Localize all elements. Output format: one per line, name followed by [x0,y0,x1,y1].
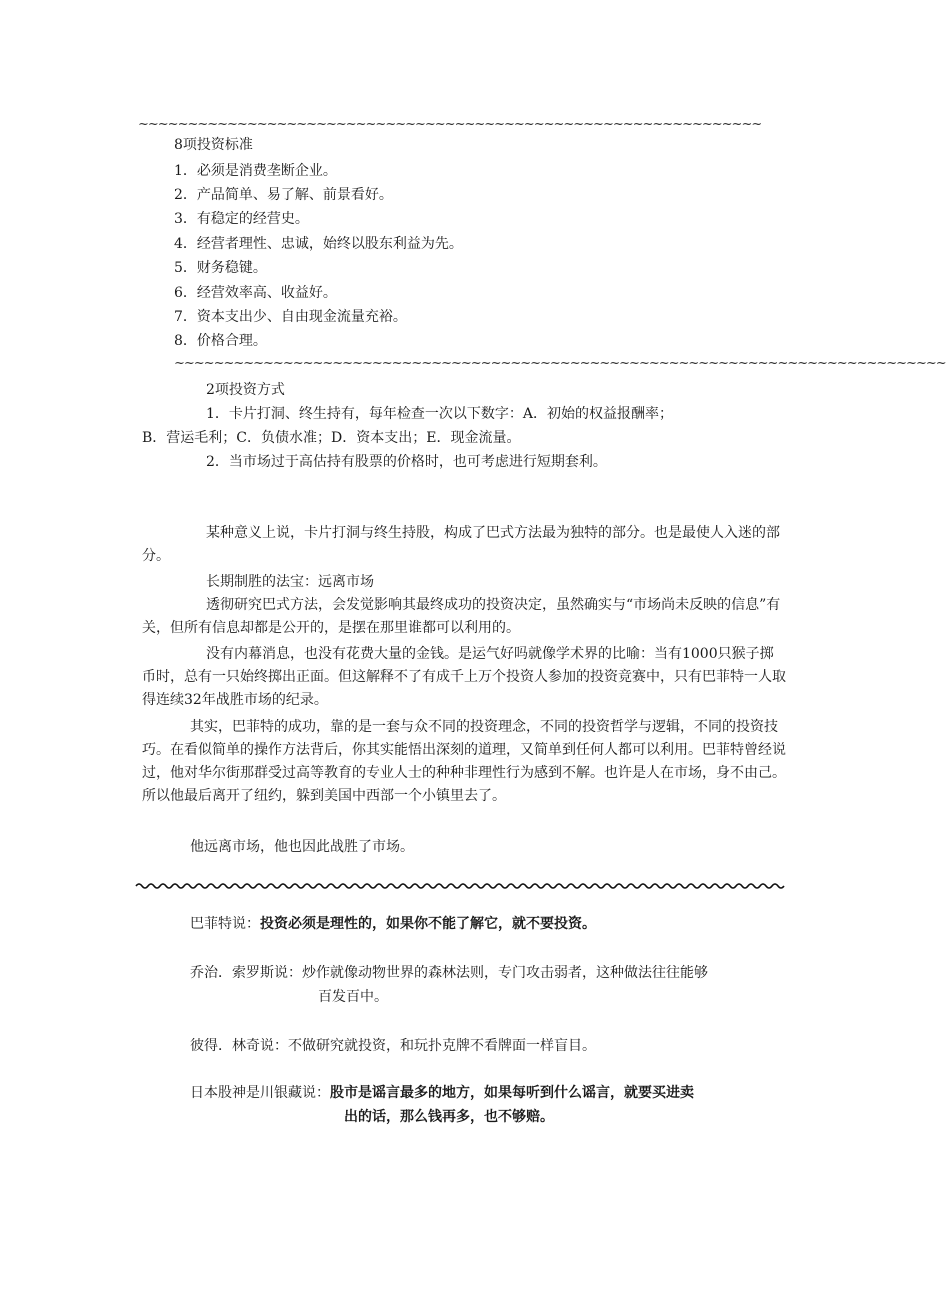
quote-buffett [190,913,596,936]
body-paragraph-1: 某种意义上说，卡片打洞与终生持股，构成了巴式方法最为独特的部分。也是最使人入迷的部分。 [142,525,780,564]
tilde-divider-middle: ~~~~~~~~~~~~~~~~~~~~~~~~~~~~~~~~~~~~~~~~~~~~~~~~~~~~~~~~~~~~~~~~~~~~~~~~~~~~~~ [174,356,946,371]
standards-item: 7．资本支出少、自由现金流量充裕。 [174,309,407,325]
quote-lynch [190,1035,596,1058]
methods-item-1-line-2: B．营运毛利；C．负债水准；D．资本支出；E．现金流量。 [142,430,521,446]
quote-speaker: 彼得．林奇说： [190,1038,288,1054]
body-paragraph-3: 透彻研究巴式方法，会发觉影响其最终成功的投资决定，虽然确实与“市场尚未反映的信息”有关，但所有信息却都是公开的，是摆在那里谁都可以利用的。 [142,597,781,636]
standards-title: 8项投资标准 [174,137,253,153]
methods-item-1-line-1: 1．卡片打洞、终生持有，每年检查一次以下数字：A．初始的权益报酬率； [206,406,674,422]
standards-item: 3．有稳定的经营史。 [174,211,309,227]
standards-item: 5．财务稳键。 [174,260,267,276]
standards-item: 6．经营效率高、收益好。 [174,285,337,301]
quote-speaker: 巴菲特说： [190,916,260,932]
body-paragraph-6: 他远离市场，他也因此战胜了市场。 [190,839,414,855]
section-heading: 长期制胜的法宝：远离市场 [206,574,374,590]
quote-text: 不做研究就投资，和玩扑克牌不看牌面一样盲目。 [288,1038,596,1054]
body-paragraph-4: 没有内幕消息，也没有花费大量的金钱。是运气好吗就像学术界的比喻：当有1000只猴子掷币时，总有一只始终掷出正面。但这解释不了有成千上万个投资人参加的投资竞赛中，只有巴菲特一人取得连续32年战胜市场的纪录。 [142,646,786,708]
wavy-divider [136,882,784,890]
quote-text: 投资必须是理性的，如果你不能了解它，就不要投资。 [260,916,596,932]
methods-item-2: 2．当市场过于高估持有股票的价格时，也可考虑进行短期套利。 [206,454,607,470]
tilde-divider-top: ~~~~~~~~~~~~~~~~~~~~~~~~~~~~~~~~~~~~~~~~~~~~~~~~~~~~~~~~~~~~~~~ [138,117,762,132]
quote-speaker: 日本股神是川银藏说： [190,1085,330,1101]
quote-korekawa [190,1082,694,1105]
quote-soros-line-2: 百发百中。 [318,989,388,1005]
standards-item: 4．经营者理性、忠诚，始终以股东利益为先。 [174,236,463,252]
standards-item: 2．产品简单、易了解、前景看好。 [174,187,393,203]
quote-korekawa-line-2: 出的话，那么钱再多，也不够赔。 [344,1109,554,1125]
quote-text: 股市是谣言最多的地方，如果每听到什么谣言，就要买进卖 [330,1085,694,1101]
quote-text: 炒作就像动物世界的森林法则，专门攻击弱者，这种做法往往能够 [302,965,708,981]
quote-speaker: 乔治．索罗斯说： [190,965,302,981]
standards-item: 8．价格合理。 [174,333,267,349]
standards-item: 1．必须是消费垄断企业。 [174,163,337,179]
quote-soros [190,962,708,985]
body-paragraph-5: 其实，巴菲特的成功，靠的是一套与众不同的投资理念，不同的投资哲学与逻辑，不同的投资技巧。在看似简单的操作方法背后，你其实能悟出深刻的道理，又简单到任何人都可以利用。巴菲特曾经说过，他对华尔街那群受过高等教育的专业人士的种种非理性行为感到不解。也许是人在市场，身不由己。所以他最后离开了纽约，躲到美国中西部一个小镇里去了。 [142,719,786,804]
methods-title: 2项投资方式 [206,382,285,398]
